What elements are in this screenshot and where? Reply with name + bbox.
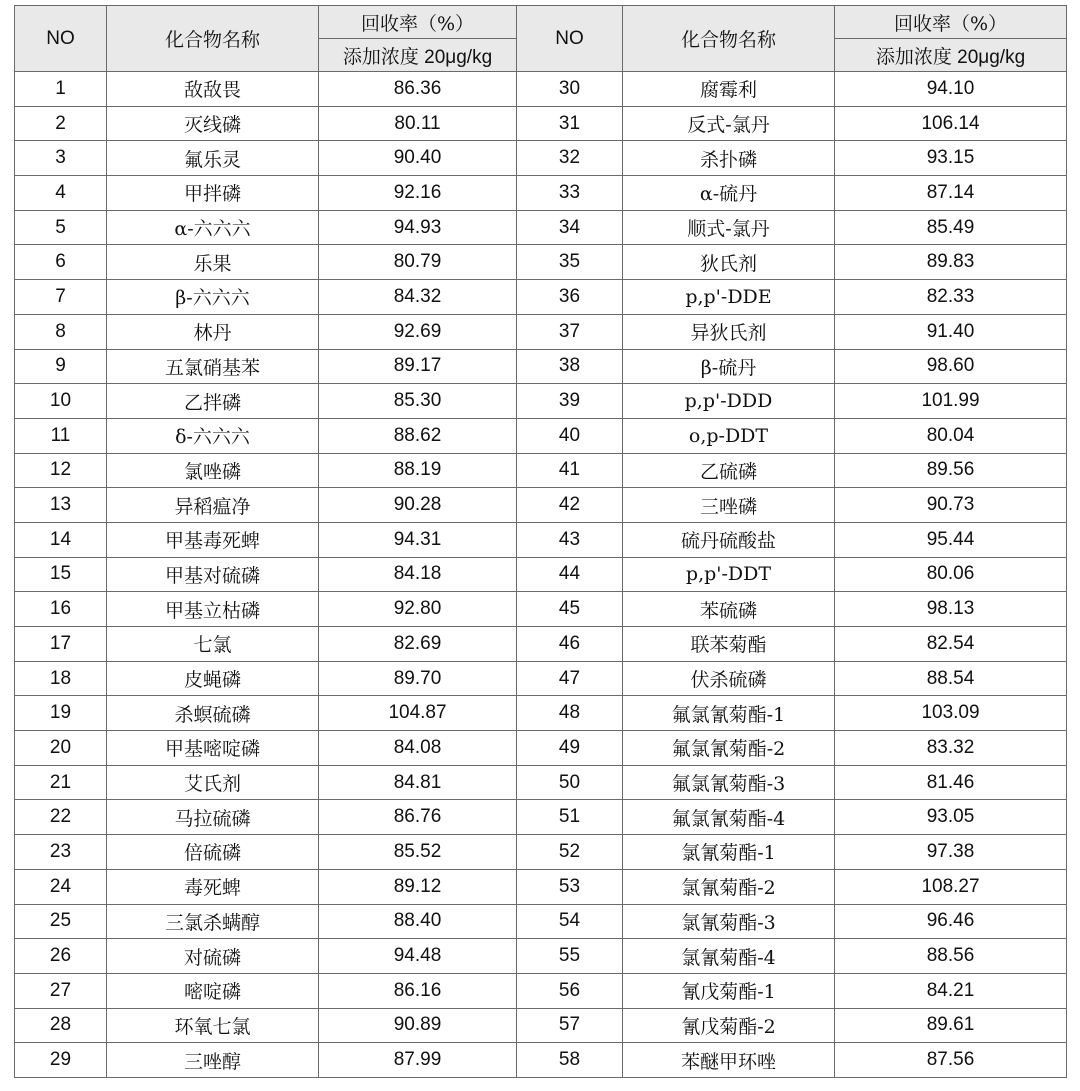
table-row — [15, 72, 1067, 107]
no-left: 3 — [15, 141, 107, 176]
no-right: 38 — [517, 349, 623, 384]
no-left: 28 — [15, 1008, 107, 1043]
table-row — [15, 384, 1067, 419]
compound-name-right: 苯硫磷 — [623, 592, 835, 627]
compound-name-right: 氟氯氰菊酯-3 — [623, 765, 835, 800]
no-right: 45 — [517, 592, 623, 627]
table-row — [15, 349, 1067, 384]
compound-name-left: 毒死蜱 — [107, 869, 319, 904]
no-left: 10 — [15, 384, 107, 419]
recovery-value-left: 92.80 — [319, 592, 517, 627]
no-left: 14 — [15, 522, 107, 557]
table-row — [15, 488, 1067, 523]
recovery-value-right: 83.32 — [835, 731, 1067, 766]
no-right: 40 — [517, 418, 623, 453]
no-left: 25 — [15, 904, 107, 939]
table-row — [15, 453, 1067, 488]
compound-name-left: 乙拌磷 — [107, 384, 319, 419]
no-right: 30 — [517, 72, 623, 107]
no-right: 58 — [517, 1043, 623, 1078]
no-right: 51 — [517, 800, 623, 835]
recovery-value-right: 85.49 — [835, 210, 1067, 245]
recovery-value-right: 90.73 — [835, 488, 1067, 523]
no-left: 16 — [15, 592, 107, 627]
compound-name-right: 腐霉利 — [623, 72, 835, 107]
compound-name-left: 对硫磷 — [107, 939, 319, 974]
table-row — [15, 210, 1067, 245]
compound-name-right: 氰戊菊酯-1 — [623, 973, 835, 1008]
compound-name-left: 七氯 — [107, 627, 319, 662]
table-row — [15, 661, 1067, 696]
compound-name-right: 三唑磷 — [623, 488, 835, 523]
no-left: 12 — [15, 453, 107, 488]
recovery-value-left: 86.16 — [319, 973, 517, 1008]
table-row — [15, 1043, 1067, 1078]
no-left: 2 — [15, 106, 107, 141]
compound-name-left: 三唑醇 — [107, 1043, 319, 1078]
compound-name-right: p,p'-DDD — [623, 384, 835, 419]
compound-name-right: 氟氯氰菊酯-4 — [623, 800, 835, 835]
compound-name-right: 杀扑磷 — [623, 141, 835, 176]
recovery-value-right: 101.99 — [835, 384, 1067, 419]
compound-name-right: α-硫丹 — [623, 176, 835, 211]
no-right: 56 — [517, 973, 623, 1008]
compound-name-right: 氯氰菊酯-2 — [623, 869, 835, 904]
recovery-value-left: 84.08 — [319, 731, 517, 766]
no-right: 55 — [517, 939, 623, 974]
no-left: 11 — [15, 418, 107, 453]
recovery-value-left: 90.89 — [319, 1008, 517, 1043]
compound-name-left: 甲基嘧啶磷 — [107, 731, 319, 766]
recovery-value-left: 88.19 — [319, 453, 517, 488]
compound-name-right: o,p-DDT — [623, 418, 835, 453]
compound-name-left: 皮蝇磷 — [107, 661, 319, 696]
no-right: 54 — [517, 904, 623, 939]
header-row — [15, 6, 1067, 39]
table-row — [15, 765, 1067, 800]
compound-name-left: 环氧七氯 — [107, 1008, 319, 1043]
recovery-value-right: 91.40 — [835, 314, 1067, 349]
no-left: 26 — [15, 939, 107, 974]
no-right: 42 — [517, 488, 623, 523]
no-right: 37 — [517, 314, 623, 349]
recovery-value-right: 80.06 — [835, 557, 1067, 592]
table-row — [15, 522, 1067, 557]
no-left: 8 — [15, 314, 107, 349]
no-right: 50 — [517, 765, 623, 800]
compound-name-left: 甲基毒死蜱 — [107, 522, 319, 557]
no-left: 1 — [15, 72, 107, 107]
no-left: 17 — [15, 627, 107, 662]
compound-name-left: 五氯硝基苯 — [107, 349, 319, 384]
no-left: 29 — [15, 1043, 107, 1078]
compound-name-right: 氯氰菊酯-1 — [623, 835, 835, 870]
compound-name-right: 反式-氯丹 — [623, 106, 835, 141]
header-name-left: 化合物名称 — [107, 6, 319, 72]
recovery-value-left: 82.69 — [319, 627, 517, 662]
table-row — [15, 904, 1067, 939]
compound-name-left: 甲基立枯磷 — [107, 592, 319, 627]
recovery-value-right: 94.10 — [835, 72, 1067, 107]
compound-name-right: 氟氯氰菊酯-1 — [623, 696, 835, 731]
recovery-value-left: 92.16 — [319, 176, 517, 211]
table-row — [15, 141, 1067, 176]
no-left: 27 — [15, 973, 107, 1008]
recovery-value-right: 98.60 — [835, 349, 1067, 384]
recovery-value-left: 80.79 — [319, 245, 517, 280]
recovery-value-left: 94.48 — [319, 939, 517, 974]
compound-name-right: 联苯菊酯 — [623, 627, 835, 662]
no-left: 21 — [15, 765, 107, 800]
table-row — [15, 696, 1067, 731]
no-left: 22 — [15, 800, 107, 835]
no-right: 32 — [517, 141, 623, 176]
table-row — [15, 418, 1067, 453]
header-no-left: NO — [15, 6, 107, 72]
table-row — [15, 557, 1067, 592]
table-row — [15, 245, 1067, 280]
compound-name-right: 乙硫磷 — [623, 453, 835, 488]
recovery-value-left: 88.40 — [319, 904, 517, 939]
recovery-value-right: 98.13 — [835, 592, 1067, 627]
recovery-value-right: 81.46 — [835, 765, 1067, 800]
no-right: 43 — [517, 522, 623, 557]
no-left: 5 — [15, 210, 107, 245]
no-right: 52 — [517, 835, 623, 870]
recovery-value-left: 90.40 — [319, 141, 517, 176]
compound-name-left: 乐果 — [107, 245, 319, 280]
recovery-value-left: 89.17 — [319, 349, 517, 384]
no-right: 35 — [517, 245, 623, 280]
table-row — [15, 106, 1067, 141]
table-row — [15, 973, 1067, 1008]
recovery-value-right: 88.56 — [835, 939, 1067, 974]
compound-name-right: 氯氰菊酯-4 — [623, 939, 835, 974]
compound-name-right: 氰戊菊酯-2 — [623, 1008, 835, 1043]
no-right: 44 — [517, 557, 623, 592]
compound-name-right: 硫丹硫酸盐 — [623, 522, 835, 557]
compound-name-right: 顺式-氯丹 — [623, 210, 835, 245]
compound-name-right: p,p'-DDT — [623, 557, 835, 592]
header-no-right: NO — [517, 6, 623, 72]
compound-name-right: 异狄氏剂 — [623, 314, 835, 349]
recovery-value-right: 87.14 — [835, 176, 1067, 211]
compound-name-left: 杀螟硫磷 — [107, 696, 319, 731]
recovery-value-left: 94.31 — [319, 522, 517, 557]
no-left: 23 — [15, 835, 107, 870]
table-row — [15, 592, 1067, 627]
compound-name-left: 氟乐灵 — [107, 141, 319, 176]
recovery-value-right: 80.04 — [835, 418, 1067, 453]
recovery-value-left: 80.11 — [319, 106, 517, 141]
compound-name-right: 伏杀硫磷 — [623, 661, 835, 696]
compound-name-left: 艾氏剂 — [107, 765, 319, 800]
no-right: 49 — [517, 731, 623, 766]
compound-name-left: 异稻瘟净 — [107, 488, 319, 523]
compound-name-left: 倍硫磷 — [107, 835, 319, 870]
table-row — [15, 869, 1067, 904]
recovery-value-right: 89.83 — [835, 245, 1067, 280]
compound-name-left: α-六六六 — [107, 210, 319, 245]
recovery-value-right: 84.21 — [835, 973, 1067, 1008]
compound-name-left: 甲拌磷 — [107, 176, 319, 211]
no-left: 6 — [15, 245, 107, 280]
recovery-rate-table — [14, 5, 1067, 1078]
no-left: 18 — [15, 661, 107, 696]
recovery-value-left: 104.87 — [319, 696, 517, 731]
recovery-value-right: 95.44 — [835, 522, 1067, 557]
no-right: 33 — [517, 176, 623, 211]
recovery-value-right: 82.54 — [835, 627, 1067, 662]
no-right: 53 — [517, 869, 623, 904]
compound-name-left: 敌敌畏 — [107, 72, 319, 107]
recovery-value-left: 86.36 — [319, 72, 517, 107]
table-row — [15, 280, 1067, 315]
no-left: 20 — [15, 731, 107, 766]
header-concentration-right: 添加浓度 20μg/kg — [835, 39, 1067, 72]
no-left: 13 — [15, 488, 107, 523]
recovery-value-right: 93.05 — [835, 800, 1067, 835]
no-right: 57 — [517, 1008, 623, 1043]
recovery-value-right: 103.09 — [835, 696, 1067, 731]
compound-name-right: p,p'-DDE — [623, 280, 835, 315]
no-left: 9 — [15, 349, 107, 384]
header-concentration-left: 添加浓度 20μg/kg — [319, 39, 517, 72]
compound-name-left: 灭线磷 — [107, 106, 319, 141]
no-left: 24 — [15, 869, 107, 904]
recovery-value-left: 88.62 — [319, 418, 517, 453]
recovery-value-right: 89.61 — [835, 1008, 1067, 1043]
recovery-value-left: 89.12 — [319, 869, 517, 904]
recovery-value-left: 87.99 — [319, 1043, 517, 1078]
compound-name-left: δ-六六六 — [107, 418, 319, 453]
no-left: 7 — [15, 280, 107, 315]
compound-name-right: β-硫丹 — [623, 349, 835, 384]
table-row — [15, 627, 1067, 662]
no-right: 41 — [517, 453, 623, 488]
no-right: 34 — [517, 210, 623, 245]
compound-name-left: 三氯杀螨醇 — [107, 904, 319, 939]
recovery-value-left: 84.32 — [319, 280, 517, 315]
recovery-value-left: 84.81 — [319, 765, 517, 800]
recovery-value-right: 82.33 — [835, 280, 1067, 315]
recovery-value-right: 87.56 — [835, 1043, 1067, 1078]
table-row — [15, 800, 1067, 835]
recovery-value-left: 85.30 — [319, 384, 517, 419]
compound-name-right: 苯醚甲环唑 — [623, 1043, 835, 1078]
recovery-value-left: 89.70 — [319, 661, 517, 696]
compound-name-right: 狄氏剂 — [623, 245, 835, 280]
no-right: 39 — [517, 384, 623, 419]
header-name-right: 化合物名称 — [623, 6, 835, 72]
table-row — [15, 314, 1067, 349]
recovery-value-right: 93.15 — [835, 141, 1067, 176]
recovery-value-right: 106.14 — [835, 106, 1067, 141]
compound-name-right: 氯氰菊酯-3 — [623, 904, 835, 939]
table-row — [15, 176, 1067, 211]
recovery-value-left: 94.93 — [319, 210, 517, 245]
recovery-value-right: 97.38 — [835, 835, 1067, 870]
recovery-value-left: 90.28 — [319, 488, 517, 523]
compound-name-left: 氯唑磷 — [107, 453, 319, 488]
compound-name-left: 林丹 — [107, 314, 319, 349]
no-right: 31 — [517, 106, 623, 141]
compound-name-left: 马拉硫磷 — [107, 800, 319, 835]
recovery-value-left: 86.76 — [319, 800, 517, 835]
compound-name-left: β-六六六 — [107, 280, 319, 315]
compound-name-right: 氟氯氰菊酯-2 — [623, 731, 835, 766]
table-row — [15, 939, 1067, 974]
recovery-value-left: 84.18 — [319, 557, 517, 592]
compound-name-left: 嘧啶磷 — [107, 973, 319, 1008]
recovery-value-right: 108.27 — [835, 869, 1067, 904]
no-right: 36 — [517, 280, 623, 315]
table-row — [15, 731, 1067, 766]
table-row — [15, 1008, 1067, 1043]
recovery-value-left: 85.52 — [319, 835, 517, 870]
header-recovery-left: 回收率（%） — [319, 6, 517, 39]
no-left: 15 — [15, 557, 107, 592]
no-right: 48 — [517, 696, 623, 731]
recovery-value-right: 88.54 — [835, 661, 1067, 696]
recovery-value-right: 89.56 — [835, 453, 1067, 488]
no-right: 46 — [517, 627, 623, 662]
table-row — [15, 835, 1067, 870]
recovery-value-right: 96.46 — [835, 904, 1067, 939]
no-right: 47 — [517, 661, 623, 696]
recovery-value-left: 92.69 — [319, 314, 517, 349]
no-left: 4 — [15, 176, 107, 211]
compound-name-left: 甲基对硫磷 — [107, 557, 319, 592]
header-recovery-right: 回收率（%） — [835, 6, 1067, 39]
no-left: 19 — [15, 696, 107, 731]
